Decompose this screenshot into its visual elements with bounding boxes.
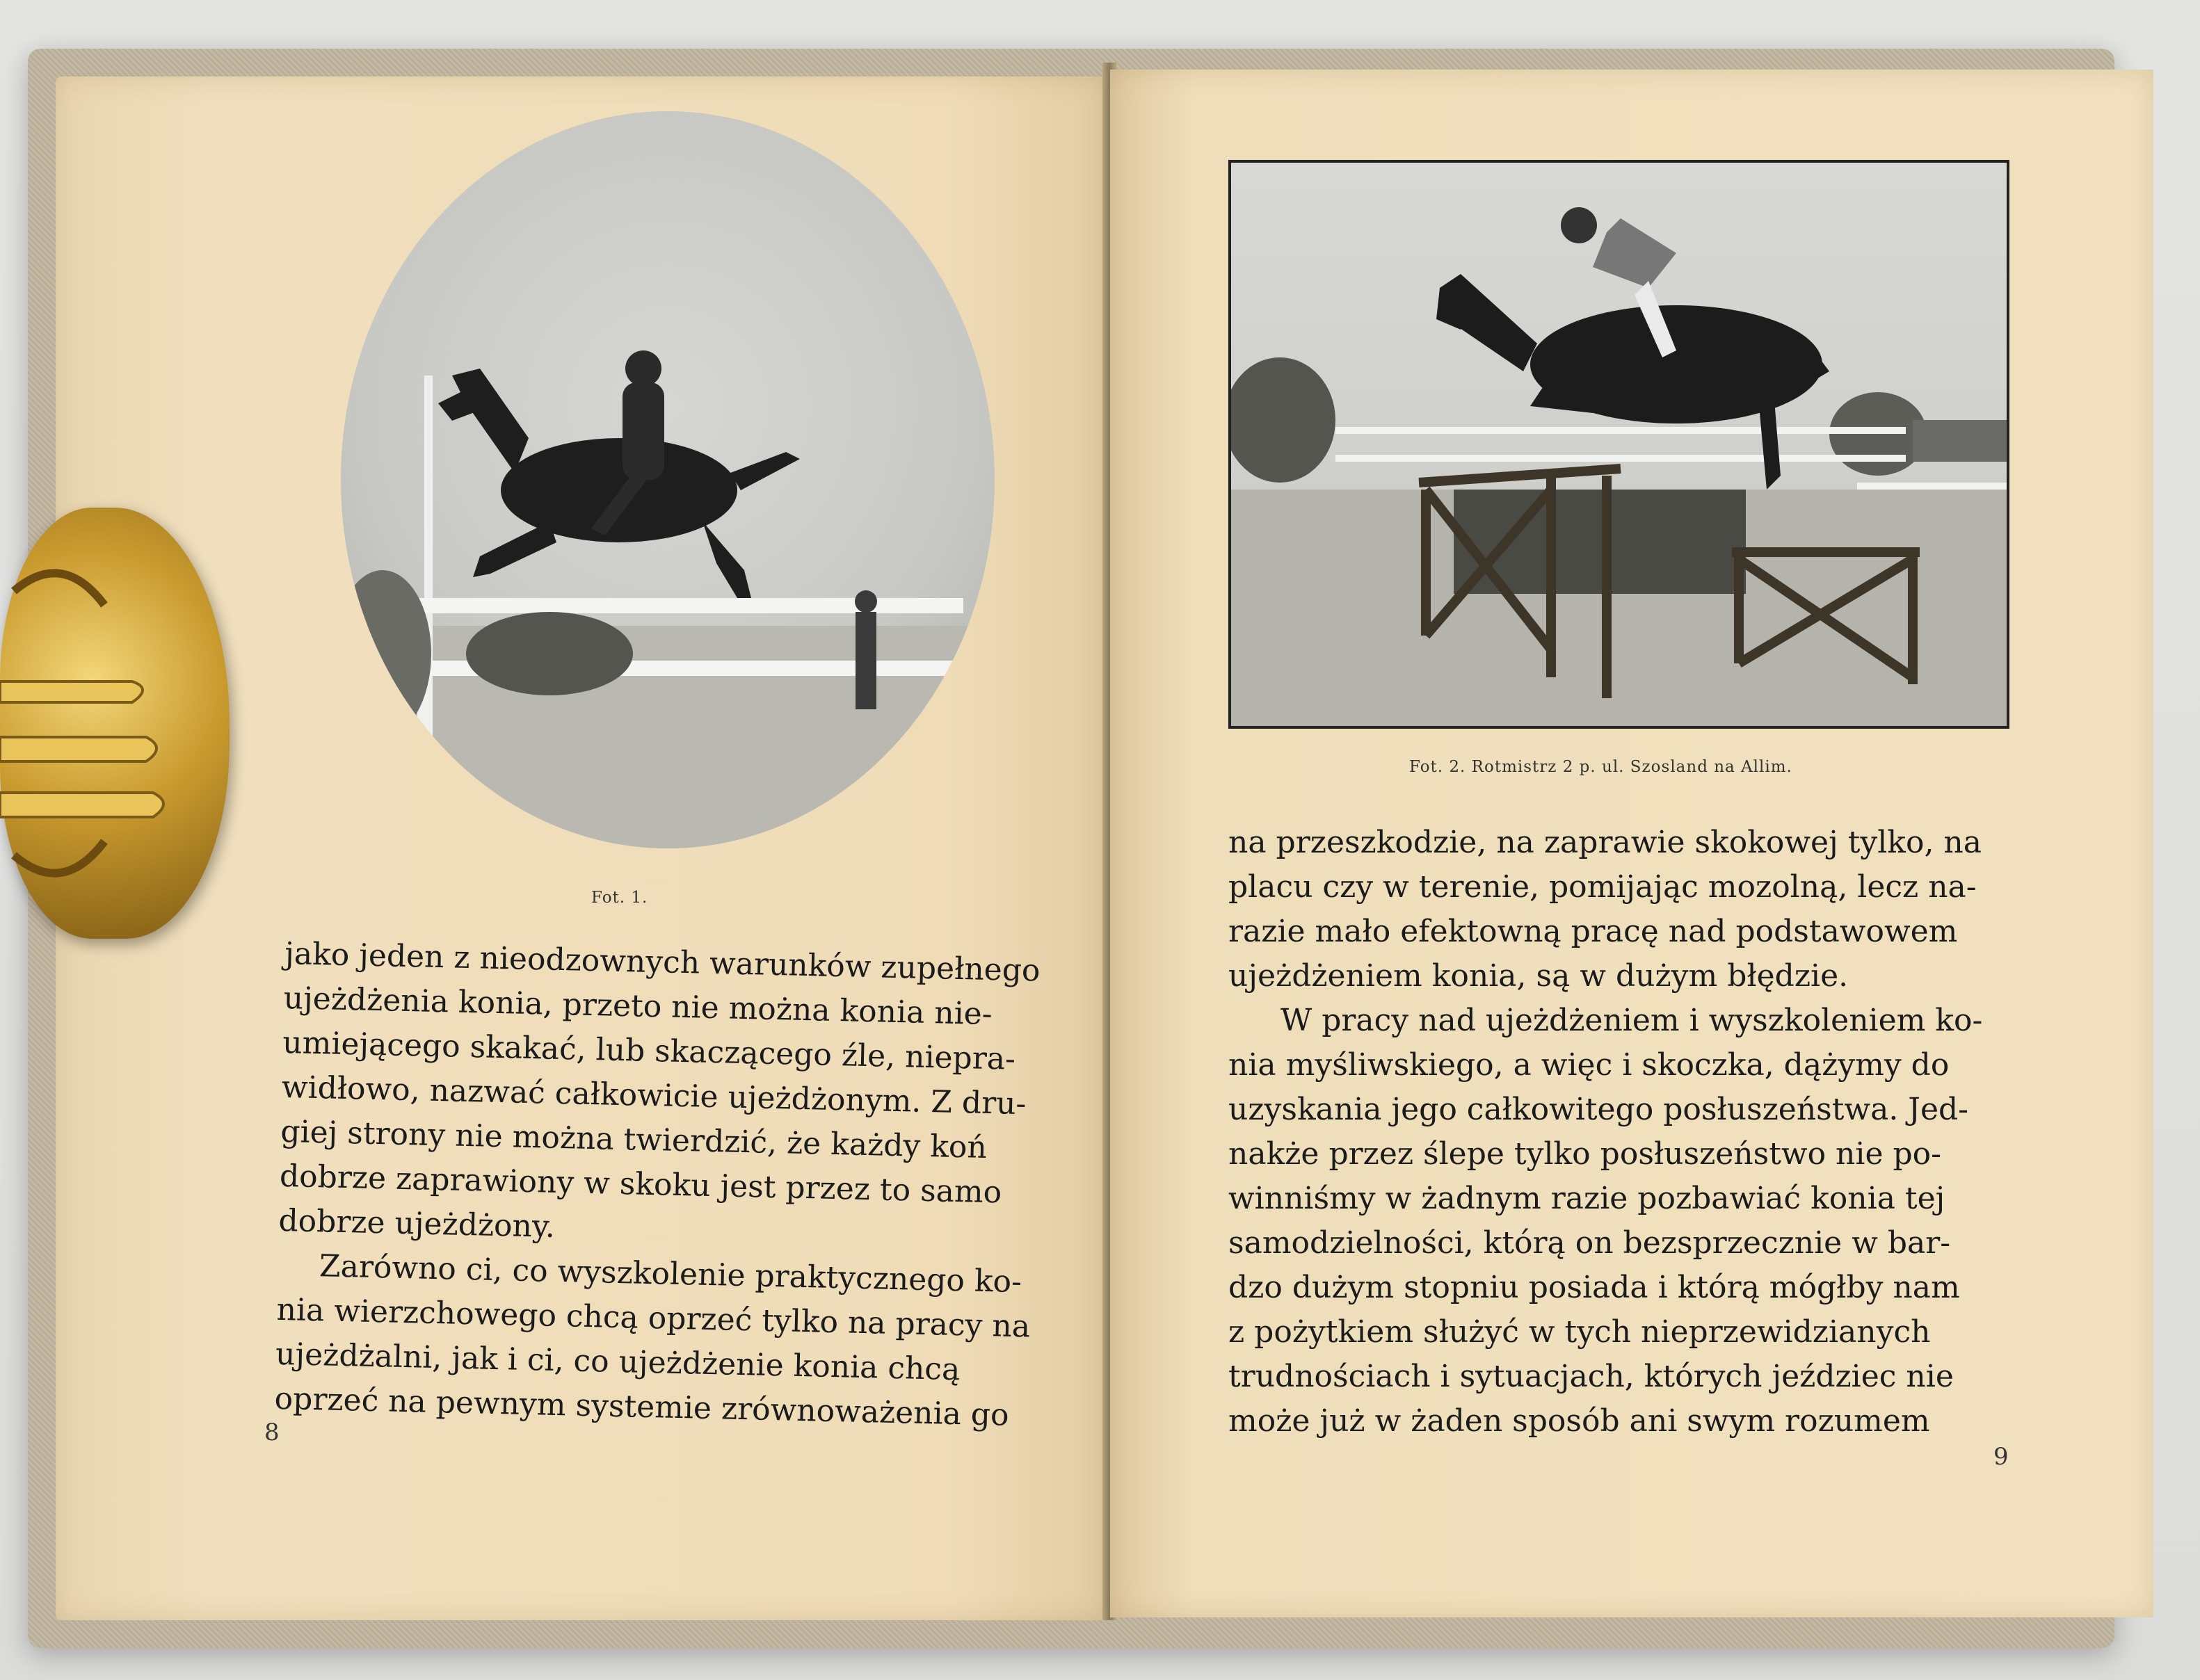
right-page <box>1110 70 2153 1617</box>
text-line: Zarówno ci, co wyszkolenie praktycznego ko- <box>319 1248 1022 1300</box>
text-line: widłowo, nazwać całkowicie ujeżdżonym. Z dru- <box>281 1069 1027 1122</box>
text-line: nia myśliwskiego, a więc i skoczka, dążymy do <box>1228 1047 1950 1083</box>
text-line: ujeżdżenia konia, przeto nie można konia nie- <box>283 980 993 1033</box>
text-line: dobrze zaprawiony w skoku jest przez to samo <box>279 1158 1002 1211</box>
text-line: winniśmy w żadnym razie pozbawiać konia tej <box>1228 1181 1945 1216</box>
photo-caption-left: Fot. 1. <box>591 889 648 907</box>
text-line: trudnościach i sytuacjach, których jeździec nie <box>1228 1359 1954 1394</box>
text-line: z pożytkiem służyć w tych nieprzewidzianych <box>1228 1314 1931 1350</box>
text-line: może już w żaden sposób ani swym rozumem <box>1228 1403 1930 1439</box>
photo-caption-right: Fot. 2. Rotmistrz 2 p. ul. Szosland na Allim. <box>1409 758 1792 776</box>
page-number-right: 9 <box>1993 1443 2009 1471</box>
page-number-left: 8 <box>264 1419 280 1446</box>
horse-jump-illustration <box>1231 163 2007 726</box>
horse-jump-illustration <box>341 111 995 848</box>
text-line: oprzeć na pewnym systemie zrównoważenia go <box>274 1380 1010 1433</box>
text-line: nia wierzchowego chcą oprzeć tylko na pracy na <box>276 1291 1031 1345</box>
text-line: dzo dużym stopniu posiada i którą mógłby nam <box>1228 1270 1960 1305</box>
text-line: placu czy w terenie, pomijając mozolną, lecz na- <box>1228 869 1977 905</box>
photo-horse-jump-rect <box>1228 160 2009 729</box>
right-page-body <box>1228 821 2014 1444</box>
text-line: uzyskania jego całkowitego posłuszeństwa. Jed- <box>1228 1092 1969 1127</box>
text-line: razie mało efektowną pracę nad podstawowem <box>1228 914 1958 949</box>
text-line: jako jeden z nieodzownych warunków zupełnego <box>284 935 1041 989</box>
text-line: ujeżdżeniem konia, są w dużym błędzie. <box>1228 958 1849 994</box>
text-line: giej strony nie można twierdzić, że każdy koń <box>280 1113 988 1165</box>
clip-ornament-icon <box>0 508 230 939</box>
text-line: dobrze ujeżdżony. <box>278 1202 556 1245</box>
brass-page-clip <box>0 508 230 939</box>
text-line: ujeżdżalni, jak i ci, co ujeżdżenie konia chcą <box>275 1336 961 1388</box>
photo-horse-jump-oval <box>341 111 995 848</box>
text-line: na przeszkodzie, na zaprawie skokowej tylko, na <box>1228 825 1982 860</box>
text-line: W pracy nad ujeżdżeniem i wyszkoleniem ko- <box>1280 1003 1983 1038</box>
text-line: umiejącego skakać, lub skaczącego źle, niepra- <box>282 1024 1016 1077</box>
text-line: nakże przez ślepe tylko posłuszeństwo nie po- <box>1228 1136 1941 1172</box>
text-line: samodzielności, którą on bezsprzecznie w bar- <box>1228 1225 1951 1261</box>
left-page-body <box>274 932 1078 1439</box>
